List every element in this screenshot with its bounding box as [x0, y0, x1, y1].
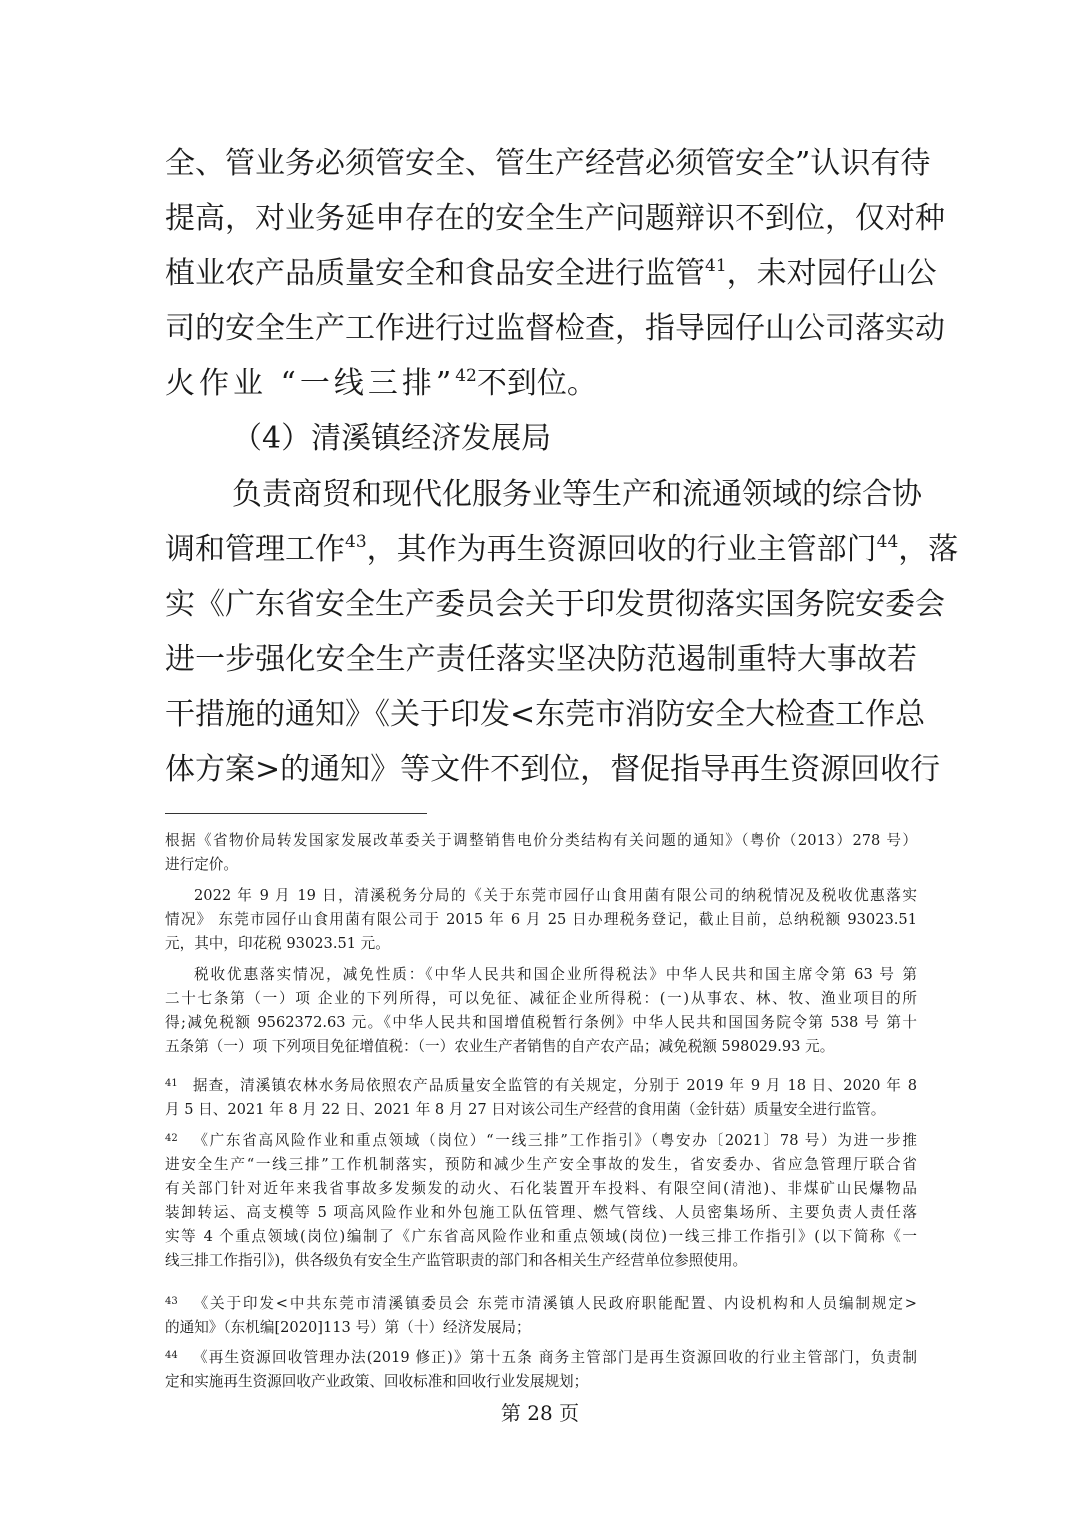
footnote-ref: 44 [876, 532, 899, 552]
footnote-mark: 43 [165, 1296, 178, 1307]
body-line [165, 529, 959, 571]
footnote-line [165, 1346, 917, 1370]
page-number: 第 28 页 [500, 1401, 580, 1425]
footnote-43 [165, 1292, 917, 1340]
footnote-line: 装卸转运、高支模等 5 项高风险作业和外包施工队伍管理、燃气管线、人员密集场所、主要负责人责任落 [165, 1204, 917, 1221]
body-line: 体方案>的通知》等文件不到位，督促指导再生资源回收行 [165, 752, 941, 787]
footnote-line: 情况》 东莞市园仔山食用菌有限公司于 2015 年 6 月 25 日办理税务登记，截止目前，总纳税额 93023.51 [165, 911, 917, 928]
footnote-line: 得;减免税额 9562372.63 元。《中华人民共和国增值税暂行条例》中华人民共和国国务院令第 538 号 第十 [165, 1014, 917, 1031]
footnote-tax-info [165, 884, 917, 956]
body-line [165, 253, 937, 295]
footnote-42 [165, 1129, 917, 1273]
text-span: ，其作为再生资源回收的行业主管部门 [366, 532, 877, 567]
body-line: 全、管业务必须管安全、管生产经营必须管安全”认识有待 [165, 146, 931, 181]
footnote-41 [165, 1074, 917, 1122]
footnote-line: 五条第（一）项 下列项目免征增值税：（一）农业生产者销售的自产农产品；减免税额 598029.93 元。 [165, 1038, 835, 1055]
body-line: 实《广东省安全生产委员会关于印发贯彻落实国务院安委会 [165, 587, 945, 622]
footnote-44 [165, 1346, 917, 1394]
text-span: 不到位。 [476, 366, 597, 401]
footnote-line: 线三排工作指引》)，供各级负有安全生产监管职责的部门和各相关生产经营单位参照使用。 [165, 1252, 748, 1269]
footnote-line: 的通知》（东机编[2020]113 号）第（十）经济发展局； [165, 1319, 531, 1336]
footnote-line: 二十七条第（一）项 企业的下列所得，可以免征、减征企业所得税：(一)从事农、林、牧、渔业项目的所 [165, 990, 917, 1007]
body-line: 负责商贸和现代化服务业等生产和流通领域的综合协 [232, 477, 922, 512]
text-span: ，未对园仔山公 [726, 256, 937, 291]
footnote-tax-relief [165, 963, 917, 1059]
footnote-ref: 41 [705, 256, 727, 276]
footnote-mark: 42 [165, 1133, 178, 1144]
footnote-ref: 43 [345, 532, 367, 552]
text-span: 《广东省高风险作业和重点领域（岗位）“一线三排”工作指引》（粤安办〔2021〕78 号）为进一步推 [191, 1132, 917, 1149]
body-line: 司的安全生产工作进行过监督检查，指导园仔山公司落实动 [165, 311, 945, 346]
section-heading: （4）清溪镇经济发展局 [232, 421, 552, 456]
body-line [165, 363, 917, 405]
footnote-line: 元，其中，印花税 93023.51 元。 [165, 935, 390, 952]
footnote-line [165, 1129, 917, 1153]
footnote-line: 2022 年 9 月 19 日，清溪税务分局的《关于东莞市园仔山食用菌有限公司的纳税情况及税收优惠落实 [194, 887, 917, 904]
footnote-ref: 42 [455, 366, 477, 386]
text-span: 植业农产品质量安全和食品安全进行监管 [165, 256, 705, 291]
text-span: ，落 [898, 532, 959, 567]
footnote-separator [165, 813, 427, 814]
text-span: 调和管理工作 [165, 532, 345, 567]
footnote-line: 月 5 日、2021 年 8 月 22 日、2021 年 8 月 27 日对该公司生产经营的食用菌（金针菇）质量安全进行监管。 [165, 1101, 886, 1118]
text-span: 《关于印发<中共东莞市清溪镇委员会 东莞市清溪镇人民政府职能配置、内设机构和人员编制规定> [191, 1295, 917, 1312]
footnote-line: 进行定价。 [165, 856, 238, 873]
footnote-line: 进安全生产“一线三排”工作机制落实，预防和减少生产安全事故的发生，省安委办、省应急管理厅联合省 [165, 1156, 917, 1173]
footnote-mark: 44 [165, 1350, 178, 1361]
text-span: 据查，清溪镇农林水务局依照农产品质量安全监管的有关规定，分别于 2019 年 9 月 18 日、2020 年 8 [191, 1077, 917, 1094]
footnote-mark: 41 [165, 1078, 178, 1089]
footnote-continuation [165, 829, 917, 877]
footnote-line [165, 1292, 917, 1316]
footnote-line [165, 1074, 917, 1098]
footnote-line: 实等 4 个重点领域(岗位)编制了《广东省高风险作业和重点领域(岗位)一线三排工作指引》(以下简称《一 [165, 1228, 917, 1245]
footnote-line: 税收优惠落实情况，减免性质：《中华人民共和国企业所得税法》中华人民共和国主席令第 63 号 第 [194, 966, 917, 983]
footnote-line: 有关部门针对近年来我省事故多发频发的动火、石化装置开车投料、有限空间(清池)、非煤矿山民爆物品 [165, 1180, 917, 1197]
text-span: 火作业 “一线三排” [165, 366, 456, 401]
footnote-line: 定和实施再生资源回收产业政策、回收标准和回收行业发展规划； [165, 1373, 589, 1390]
footnote-line: 根据《省物价局转发国家发展改革委关于调整销售电价分类结构有关问题的通知》（粤价（2013）278 号） [165, 832, 917, 849]
body-line: 进一步强化安全生产责任落实坚决防范遏制重特大事故若 [165, 642, 917, 677]
body-line: 提高，对业务延申存在的安全生产问题辩识不到位，仅对种 [165, 201, 945, 236]
text-span: 《再生资源回收管理办法(2019 修正)》第十五条 商务主管部门是再生资源回收的行业主管部门，负责制 [191, 1349, 917, 1366]
body-line: 干措施的通知》《关于印发<东莞市消防安全大检查工作总 [165, 697, 926, 732]
